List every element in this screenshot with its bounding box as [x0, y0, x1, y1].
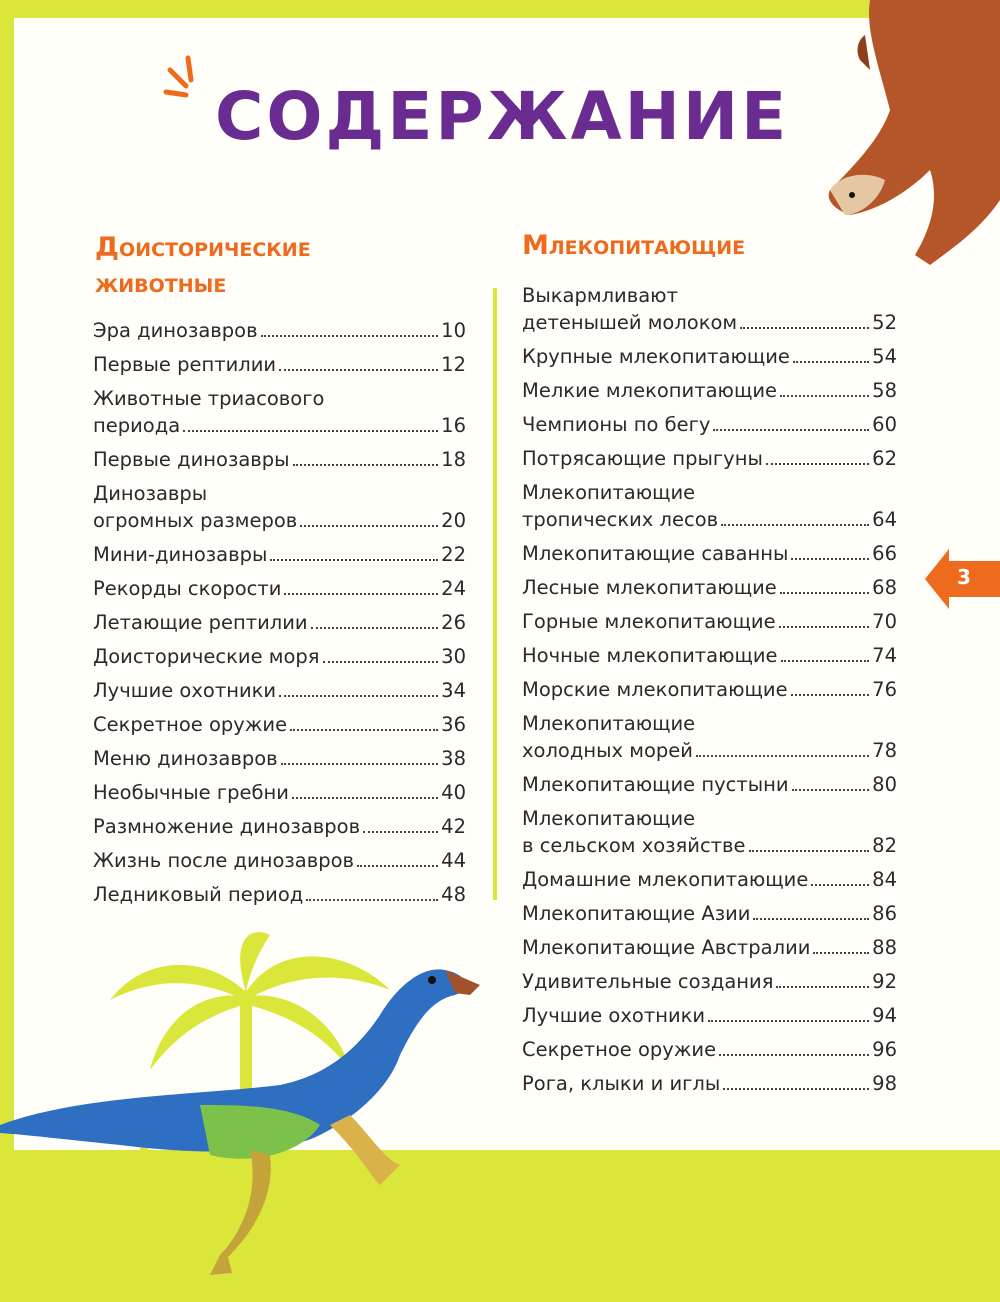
toc-entry-row — [93, 677, 466, 704]
toc-entry-title: огромных размеров — [93, 509, 298, 532]
toc-entry[interactable] — [522, 805, 897, 859]
toc-entry-row — [522, 506, 897, 533]
toc-entry-row — [522, 377, 897, 404]
toc-entry-row — [93, 575, 466, 602]
toc-entry[interactable] — [93, 881, 466, 908]
toc-entry-title: Млекопитающие пустыни — [522, 773, 789, 796]
toc-entry[interactable] — [93, 643, 466, 670]
toc-dot-leader — [719, 1054, 869, 1056]
toc-page-number: 88 — [872, 936, 897, 959]
toc-entry-row — [522, 1002, 897, 1029]
toc-entry-title: Млекопитающие Азии — [522, 902, 751, 925]
toc-entry-title: детенышей молоком — [522, 311, 738, 334]
toc-dot-leader — [749, 850, 870, 852]
toc-entry-title-first-line: Выкармливают — [522, 284, 678, 307]
toc-entry-title: Ледниковый период — [93, 883, 304, 906]
toc-entry-row — [522, 642, 897, 669]
toc-dot-leader — [811, 884, 869, 886]
toc-page-number: 48 — [441, 883, 466, 906]
toc-page-number: 38 — [441, 747, 466, 770]
toc-entry[interactable] — [93, 480, 466, 534]
toc-entry[interactable] — [522, 771, 897, 798]
toc-entry-row — [522, 737, 897, 764]
toc-page-number: 60 — [872, 413, 897, 436]
toc-dot-leader — [281, 763, 439, 765]
toc-dot-leader — [780, 395, 869, 397]
toc-entry-row — [522, 540, 897, 567]
title-sparkle-icon — [158, 50, 218, 110]
toc-page-number: 26 — [441, 611, 466, 634]
page-title: СОДЕРЖАНИЕ — [215, 78, 790, 155]
toc-entry-row — [522, 934, 897, 961]
toc-entry[interactable] — [522, 1002, 897, 1029]
toc-entry-row — [522, 445, 897, 472]
right-section-heading: Млекопитающие — [522, 230, 746, 261]
toc-entry-row — [522, 676, 897, 703]
toc-entry-title: Жизнь после динозавров — [93, 849, 354, 872]
toc-entry[interactable] — [522, 445, 897, 472]
toc-entry-title: Горные млекопитающие — [522, 610, 776, 633]
fox-illustration — [810, 0, 1000, 275]
toc-entry-row — [522, 1036, 897, 1063]
toc-dot-leader — [306, 899, 438, 901]
toc-entry[interactable] — [522, 282, 897, 336]
toc-entry-row — [522, 968, 897, 995]
toc-dot-leader — [323, 661, 439, 663]
toc-dot-leader — [292, 797, 438, 799]
toc-entry[interactable] — [93, 317, 466, 344]
toc-page-number: 18 — [441, 448, 466, 471]
toc-entry-row — [93, 813, 466, 840]
toc-entry-title-first-line: Млекопитающие — [522, 481, 696, 504]
toc-dot-leader — [721, 524, 869, 526]
toc-page-number: 52 — [872, 311, 897, 334]
toc-page-number: 86 — [872, 902, 897, 925]
toc-page-number: 22 — [441, 543, 466, 566]
toc-dot-leader — [708, 1020, 869, 1022]
toc-page-number: 34 — [441, 679, 466, 702]
toc-entry[interactable] — [522, 1036, 897, 1063]
toc-page-number: 36 — [441, 713, 466, 736]
toc-entry[interactable] — [93, 351, 466, 378]
toc-dot-leader — [311, 627, 439, 629]
toc-entry-title: Первые рептилии — [93, 353, 277, 376]
toc-page-number: 94 — [872, 1004, 897, 1027]
toc-page-number: 70 — [872, 610, 897, 633]
toc-entry-title: Доисторические моря — [93, 645, 320, 668]
toc-entry-row — [93, 351, 466, 378]
toc-page-number: 76 — [872, 678, 897, 701]
toc-entry-title: Крупные млекопитающие — [522, 345, 790, 368]
toc-page-number: 82 — [872, 834, 897, 857]
toc-dot-leader — [293, 464, 439, 466]
toc-entry[interactable] — [522, 411, 897, 438]
toc-entry-row — [93, 609, 466, 636]
toc-entry-row — [522, 309, 897, 336]
toc-entry[interactable] — [93, 677, 466, 704]
toc-entry-title: Мини-динозавры — [93, 543, 268, 566]
column-divider — [493, 288, 497, 900]
toc-entry-row — [93, 643, 466, 670]
toc-dot-leader — [279, 695, 438, 697]
toc-entry[interactable] — [522, 574, 897, 601]
toc-entry-title-first-line: Динозавры — [93, 482, 208, 505]
toc-dot-leader — [363, 831, 438, 833]
toc-entry-row — [93, 317, 466, 344]
toc-entry[interactable] — [93, 541, 466, 568]
toc-entry-title: Мелкие млекопитающие — [522, 379, 777, 402]
toc-dot-leader — [300, 525, 438, 527]
toc-dot-leader — [261, 335, 439, 337]
toc-entry-title: Необычные гребни — [93, 781, 289, 804]
toc-entry[interactable] — [93, 813, 466, 840]
toc-entry-title: Млекопитающие саванны — [522, 542, 789, 565]
toc-page-number: 64 — [872, 508, 897, 531]
toc-page-number: 92 — [872, 970, 897, 993]
toc-entry-row — [93, 507, 466, 534]
toc-entry-row — [522, 1070, 897, 1097]
toc-entry-title-first-line: Млекопитающие — [522, 712, 696, 735]
toc-entry-title: Секретное оружие — [93, 713, 288, 736]
section-title-line2: животные — [95, 268, 227, 299]
toc-dot-leader — [776, 986, 869, 988]
toc-entry[interactable] — [522, 479, 897, 533]
toc-dot-leader — [792, 789, 870, 791]
dinosaur-illustration — [0, 955, 490, 1295]
toc-page-number: 10 — [441, 319, 466, 342]
toc-page-number: 54 — [872, 345, 897, 368]
toc-entry[interactable] — [522, 866, 897, 893]
toc-dot-leader — [713, 429, 869, 431]
toc-page-number: 16 — [441, 414, 466, 437]
toc-entry[interactable] — [522, 900, 897, 927]
toc-entry-row — [522, 343, 897, 370]
toc-dot-leader — [779, 626, 870, 628]
toc-page-number: 68 — [872, 576, 897, 599]
toc-entry[interactable] — [93, 575, 466, 602]
toc-entry-title: в сельском хозяйстве — [522, 834, 746, 857]
toc-entry-row — [93, 847, 466, 874]
toc-entry[interactable] — [522, 377, 897, 404]
toc-entry-row — [522, 900, 897, 927]
toc-entry[interactable] — [93, 779, 466, 806]
toc-page-number: 12 — [441, 353, 466, 376]
toc-page-number: 84 — [872, 868, 897, 891]
toc-dot-leader — [791, 694, 870, 696]
toc-entry-title: Меню динозавров — [93, 747, 278, 770]
toc-page-number: 74 — [872, 644, 897, 667]
toc-dot-leader — [813, 952, 869, 954]
toc-entry-row — [93, 711, 466, 738]
toc-entry-row — [522, 574, 897, 601]
toc-dot-leader — [791, 558, 869, 560]
toc-entry-row — [93, 881, 466, 908]
left-section-heading — [95, 230, 495, 302]
toc-dot-leader — [279, 369, 438, 371]
toc-page-number: 42 — [441, 815, 466, 838]
toc-dot-leader — [723, 1088, 869, 1090]
toc-list-prehistoric — [93, 317, 466, 915]
toc-entry[interactable] — [522, 642, 897, 669]
toc-entry-title: Морские млекопитающие — [522, 678, 788, 701]
toc-entry-title: Потрясающие прыгуны — [522, 447, 763, 470]
toc-dot-leader — [696, 755, 869, 757]
toc-page-number: 66 — [872, 542, 897, 565]
toc-page-number: 98 — [872, 1072, 897, 1095]
toc-entry-title: Рога, клыки и иглы — [522, 1072, 721, 1095]
toc-dot-leader — [781, 660, 870, 662]
toc-entry-row — [93, 412, 466, 439]
toc-entry[interactable] — [522, 1070, 897, 1097]
toc-entry[interactable] — [93, 446, 466, 473]
toc-entry[interactable] — [522, 710, 897, 764]
toc-entry-row — [522, 866, 897, 893]
toc-page-number: 80 — [872, 773, 897, 796]
toc-entry[interactable] — [522, 676, 897, 703]
toc-page-number: 30 — [441, 645, 466, 668]
toc-entry-row — [522, 411, 897, 438]
toc-entry-title: Млекопитающие Австралии — [522, 936, 811, 959]
toc-page-number: 44 — [441, 849, 466, 872]
toc-entry-title: Рекорды скорости — [93, 577, 282, 600]
toc-dot-leader — [753, 918, 869, 920]
toc-dot-leader — [780, 592, 869, 594]
toc-entry-row — [93, 446, 466, 473]
toc-entry-row — [522, 832, 897, 859]
toc-dot-leader — [284, 593, 438, 595]
toc-entry-title: тропических лесов — [522, 508, 719, 531]
toc-entry-title: холодных морей — [522, 739, 693, 762]
toc-entry-row — [93, 541, 466, 568]
toc-entry-title: Лучшие охотники — [522, 1004, 706, 1027]
toc-entry-title: Лесные млекопитающие — [522, 576, 777, 599]
toc-dot-leader — [793, 361, 869, 363]
toc-page-number: 40 — [441, 781, 466, 804]
toc-entry-title: Эра динозавров — [93, 319, 258, 342]
toc-entry-title-first-line: Животные триасового — [93, 387, 325, 410]
toc-entry-title: Летающие рептилии — [93, 611, 308, 634]
toc-page-number: 62 — [872, 447, 897, 470]
toc-entry[interactable] — [93, 847, 466, 874]
toc-entry[interactable] — [522, 968, 897, 995]
toc-dot-leader — [740, 327, 869, 329]
toc-entry-title: периода — [93, 414, 181, 437]
toc-dot-leader — [183, 430, 438, 432]
toc-entry-title-first-line: Млекопитающие — [522, 807, 696, 830]
toc-dot-leader — [290, 729, 438, 731]
toc-entry-row — [522, 608, 897, 635]
toc-page-number: 78 — [872, 739, 897, 762]
toc-entry-title: Лучшие охотники — [93, 679, 277, 702]
toc-entry[interactable] — [522, 540, 897, 567]
toc-entry[interactable] — [522, 934, 897, 961]
toc-entry-title: Размножение динозавров — [93, 815, 361, 838]
toc-page-number: 20 — [441, 509, 466, 532]
toc-entry[interactable] — [93, 609, 466, 636]
toc-page-number: 58 — [872, 379, 897, 402]
toc-entry[interactable] — [93, 745, 466, 772]
toc-entry[interactable] — [93, 385, 466, 439]
section-title-line1: Доисторические — [95, 232, 311, 263]
toc-entry[interactable] — [93, 711, 466, 738]
toc-entry-row — [93, 745, 466, 772]
toc-entry[interactable] — [522, 343, 897, 370]
toc-entry-title: Чемпионы по бегу — [522, 413, 711, 436]
toc-entry-title: Первые динозавры — [93, 448, 290, 471]
toc-entry-title: Домашние млекопитающие — [522, 868, 809, 891]
page-number: 3 — [957, 565, 971, 589]
toc-entry[interactable] — [522, 608, 897, 635]
toc-list-mammals — [522, 282, 897, 1104]
toc-page-number: 96 — [872, 1038, 897, 1061]
toc-entry-title: Удивительные создания — [522, 970, 774, 993]
toc-page-number: 24 — [441, 577, 466, 600]
toc-entry-row — [522, 771, 897, 798]
toc-dot-leader — [357, 865, 438, 867]
toc-entry-row — [93, 779, 466, 806]
toc-entry-title: Ночные млекопитающие — [522, 644, 778, 667]
toc-entry-title: Секретное оружие — [522, 1038, 717, 1061]
toc-dot-leader — [270, 559, 438, 561]
toc-dot-leader — [766, 463, 869, 465]
